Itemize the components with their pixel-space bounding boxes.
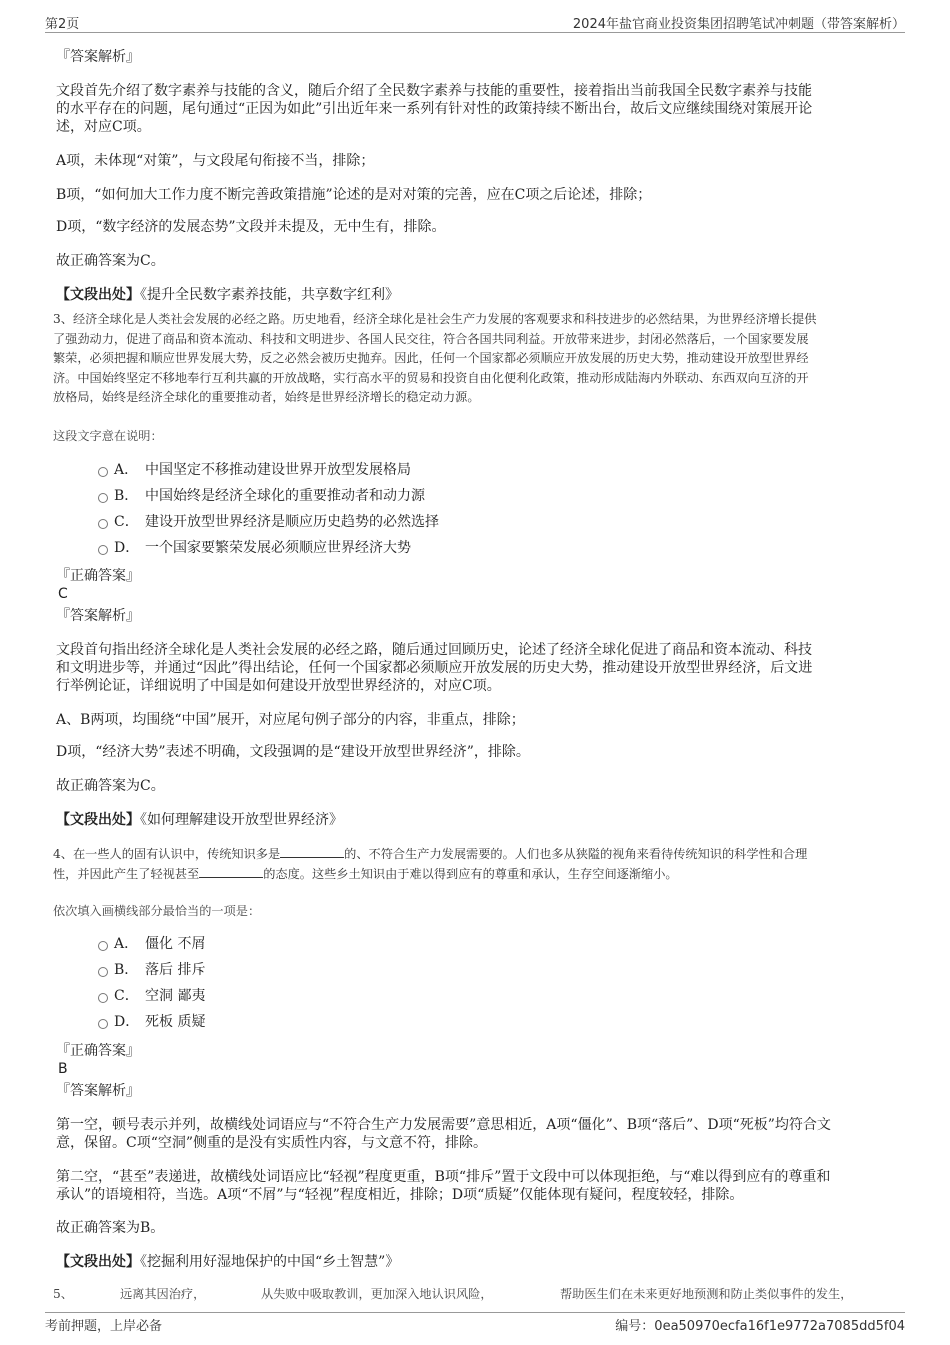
stem-fragment: 帮助医生们在未来更好地预测和防止类似事件的发生， <box>560 1287 853 1301</box>
stem-text: 4、在一些人的固有认识中，传统知识多是 <box>53 847 281 861</box>
radio-button[interactable] <box>98 519 108 529</box>
analysis-conclusion: 故正确答案为B。 <box>56 1220 165 1236</box>
analysis-text-line: 第二空，“甚至”表递进，故横线处词语应比“轻视”程度更重，B项“排斥”置于文段中可以体现拒绝，与“难以得到应有的尊重和 <box>56 1169 831 1185</box>
document-id: 编号：0ea50970ecfa16f1e9772a7085dd5f04 <box>615 1319 905 1334</box>
option-text: 空洞 鄙夷 <box>145 988 206 1004</box>
option-label: C． <box>114 988 139 1004</box>
analysis-text-line: 文段首句指出经济全球化是人类社会发展的必经之路，随后通过回顾历史，论述了经济全球化促进了商品和资本流动、科技 <box>56 642 812 658</box>
option-b[interactable] <box>56 958 656 984</box>
source-line <box>56 811 343 829</box>
question-4-prompt: 依次填入画横线部分最恰当的一项是： <box>53 904 261 918</box>
analysis-option-d: D项，“经济大势”表述不明确，文段强调的是“建设开放型世界经济”，排除。 <box>56 744 530 760</box>
radio-button[interactable] <box>98 967 108 977</box>
radio-button[interactable] <box>98 493 108 503</box>
stem-fragment: 远离其因治疗， <box>120 1287 206 1301</box>
radio-button[interactable] <box>98 545 108 555</box>
footer-slogan: 考前押题，上岸必备 <box>45 1319 163 1334</box>
document-title: 2024年盐官商业投资集团招聘笔试冲刺题（带答案解析） <box>572 17 905 32</box>
option-label: A． <box>114 462 139 478</box>
option-label: B． <box>114 962 139 978</box>
option-text: 僵化 不屑 <box>145 936 206 952</box>
option-a[interactable] <box>56 458 656 484</box>
stem-line <box>53 865 899 885</box>
option-label: D． <box>114 540 140 556</box>
stem-line <box>53 845 899 865</box>
analysis-label: 『答案解析』 <box>56 49 140 65</box>
source-line <box>56 286 399 304</box>
analysis-label: 『答案解析』 <box>56 608 140 624</box>
source-title: 《挖掘利用好湿地保护的中国“乡土智慧”》 <box>140 1254 400 1270</box>
analysis-text-line: 述，对应C项。 <box>56 119 151 135</box>
option-label: D． <box>114 1014 140 1030</box>
option-a[interactable] <box>56 932 656 958</box>
analysis-option-d: D项，“数字经济的发展态势”文段并未提及，无中生有，排除。 <box>56 219 446 235</box>
correct-answer: B <box>58 1061 68 1077</box>
question-3-stem <box>53 310 899 408</box>
source-label: 【文段出处】 <box>56 287 140 303</box>
question-5-cutoff <box>53 1287 896 1302</box>
source-label: 【文段出处】 <box>56 1254 140 1270</box>
source-title: 《提升全民数字素养技能，共享数字红利》 <box>140 287 399 303</box>
radio-button[interactable] <box>98 941 108 951</box>
option-d[interactable] <box>56 536 656 562</box>
fill-blank-1 <box>280 845 344 858</box>
option-text: 中国始终是经济全球化的重要推动者和动力源 <box>145 488 425 504</box>
question-number: 5、 <box>53 1287 73 1301</box>
option-c[interactable] <box>56 984 656 1010</box>
source-line <box>56 1253 399 1271</box>
analysis-text-line: 文段首先介绍了数字素养与技能的含义，随后介绍了全民数字素养与技能的重要性，接着指出当前我国全民数字素养与技能 <box>56 83 812 99</box>
analysis-conclusion: 故正确答案为C。 <box>56 253 165 269</box>
radio-button[interactable] <box>98 1019 108 1029</box>
question-4-options <box>56 932 656 1036</box>
stem-line: 了强劲动力，促进了商品和资本流动、科技和文明进步、各国人民交往，符合各国共同利益。开放带来进步，封闭必然落后，一个国家要发展 <box>53 331 809 346</box>
stem-line: 3、经济全球化是人类社会发展的必经之路。历史地看，经济全球化是社会生产力发展的客观要求和科技进步的必然结果，为世界经济增长提供 <box>53 312 817 326</box>
option-label: C． <box>114 514 139 530</box>
analysis-label: 『答案解析』 <box>56 1083 140 1099</box>
stem-line: 济。中国始终坚定不移地奉行互利共赢的开放战略，实行高水平的贸易和投资自由化便利化政策，推动形成陆海内外联动、东西双向互济的开 <box>53 370 809 385</box>
source-title: 《如何理解建设开放型世界经济》 <box>140 812 343 828</box>
analysis-text-line: 的水平存在的问题，尾句通过“正因为如此”引出近年来一系列有针对性的政策持续不断出台，故后文应继续围绕对策展开论 <box>56 101 813 117</box>
option-b[interactable] <box>56 484 656 510</box>
correct-answer-label: 『正确答案』 <box>56 1043 140 1059</box>
analysis-text-line: 第一空，顿号表示并列，故横线处词语应与“不符合生产力发展需要”意思相近，A项“僵化”、B项“落后”、D项“死板”均符合文 <box>56 1117 831 1133</box>
analysis-option-a: A项，未体现“对策”，与文段尾句衔接不当，排除； <box>56 153 375 169</box>
stem-text: 性，并因此产生了轻视甚至 <box>53 866 200 881</box>
option-text: 建设开放型世界经济是顺应历史趋势的必然选择 <box>145 514 439 530</box>
radio-button[interactable] <box>98 993 108 1003</box>
radio-button[interactable] <box>98 467 108 477</box>
correct-answer: C <box>58 586 68 602</box>
question-4-stem <box>53 845 899 884</box>
stem-fragment: 从失败中吸取教训，更加深入地认识风险， <box>261 1287 493 1301</box>
question-3-options <box>56 458 656 562</box>
option-text: 死板 质疑 <box>145 1014 206 1030</box>
option-c[interactable] <box>56 510 656 536</box>
stem-line: 放格局，始终是经济全球化的重要推动者，始终是世界经济增长的稳定动力源。 <box>53 390 480 404</box>
analysis-option-ab: A、B两项，均围绕“中国”展开，对应尾句例子部分的内容，非重点，排除； <box>56 712 525 728</box>
fill-blank-2 <box>199 865 263 878</box>
analysis-conclusion: 故正确答案为C。 <box>56 778 165 794</box>
option-label: A． <box>114 936 139 952</box>
page-number: 第2页 <box>45 17 80 32</box>
analysis-text-line: 行举例论证，详细说明了中国是如何建设开放型世界经济的，对应C项。 <box>56 678 501 694</box>
analysis-text-line: 承认”的语境相符，当选。A项“不屑”与“轻视”程度相近，排除；D项“质疑”仅能体现有疑问，程度较轻，排除。 <box>56 1187 744 1203</box>
page-footer <box>45 1312 905 1333</box>
stem-text: 的态度。这些乡土知识由于难以得到应有的尊重和承认，生存空间逐渐缩小。 <box>263 866 678 881</box>
question-3-prompt: 这段文字意在说明： <box>53 429 163 443</box>
option-text: 落后 排斥 <box>145 962 206 978</box>
analysis-text-line: 意，保留。C项“空洞”侧重的是没有实质性内容，与文意不符，排除。 <box>56 1135 488 1151</box>
stem-line: 繁荣，必须把握和顺应世界发展大势，反之必然会被历史抛弃。因此，任何一个国家都必须顺应开放发展的历史大势，推动建设开放型世界经 <box>53 351 809 365</box>
option-text: 中国坚定不移推动建设世界开放型发展格局 <box>145 462 411 478</box>
analysis-text-line: 和文明进步等，并通过“因此”得出结论，任何一个国家都必须顺应开放发展的历史大势，推动建设开放型世界经济，后文进 <box>56 660 813 676</box>
stem-text: 的、不符合生产力发展需要的。人们也多从狭隘的视角来看待传统知识的科学性和合理 <box>344 847 808 861</box>
analysis-option-b: B项，“如何加大工作力度不断完善政策措施”论述的是对对策的完善，应在C项之后论述，排除； <box>56 187 652 203</box>
page-header <box>45 10 905 33</box>
source-label: 【文段出处】 <box>56 812 140 828</box>
option-d[interactable] <box>56 1010 656 1036</box>
option-label: B． <box>114 488 139 504</box>
correct-answer-label: 『正确答案』 <box>56 568 140 584</box>
option-text: 一个国家要繁荣发展必须顺应世界经济大势 <box>145 540 411 556</box>
